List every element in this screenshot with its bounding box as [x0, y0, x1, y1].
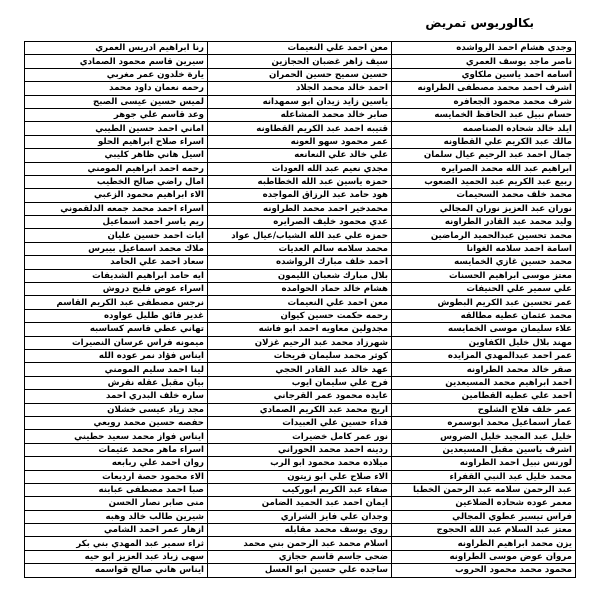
student-name-cell: الاء ابراهيم محمود الزعبي: [25, 189, 208, 202]
student-name-cell: صبا احمد مصطفى عبابنه: [25, 483, 208, 496]
student-name-cell: اسامه احمد ياسين ملكاوي: [392, 68, 576, 81]
student-name-cell: تهاني عطي قاسم كساسبه: [25, 323, 208, 336]
student-name-cell: نوران عبد العزيز نوران المجالي: [392, 202, 576, 215]
table-row: [25, 443, 576, 456]
student-name-cell: سهى زياد عبد العزيز ابو حيه: [25, 550, 208, 563]
student-name-cell: نرجس مصطفى عبد الكريم القاسم: [25, 296, 208, 309]
student-name-cell: محمد خليل عبد النبي القفراء: [392, 470, 576, 483]
student-name-cell: ساره خلف البدري احمد: [25, 390, 208, 403]
table-row: [25, 175, 576, 188]
student-name-cell: رحمه نعمان داود محمد: [25, 82, 208, 95]
table-row: [25, 162, 576, 175]
student-name-cell: علاء سليمان موسى الخمايسه: [392, 323, 576, 336]
student-name-cell: معن احمد علي النعيمات: [208, 42, 392, 55]
student-name-cell: الاء محمود حصة ارديعات: [25, 470, 208, 483]
student-name-cell: روى يوسف محمد مقابله: [208, 524, 392, 537]
student-name-cell: صابر خالد محمد المشاعله: [208, 108, 392, 121]
table-row: [25, 323, 576, 336]
student-name-cell: عمار اسماعيل محمد ابوسمره: [392, 416, 576, 429]
table-row: [25, 68, 576, 81]
student-name-cell: اماني احمد حسين الطيبي: [25, 122, 208, 135]
student-name-cell: اسراء عوض فليح دروش: [25, 283, 208, 296]
student-name-cell: مروان عوض موسى الطراونه: [392, 550, 576, 563]
student-name-cell: منى صابر نصار الحسن: [25, 497, 208, 510]
student-name-cell: عدي محمود خليف الصرايره: [208, 216, 392, 229]
student-name-cell: رنا ابراهيم ادريس العمري: [25, 42, 208, 55]
student-name-cell: مجدي نعيم عبد الله العودات: [208, 162, 392, 175]
student-name-cell: عمر تحسين عبد الكريم البطوش: [392, 296, 576, 309]
table-row: [25, 122, 576, 135]
student-name-cell: محمد تحسين عبدالحميد الرماضين: [392, 229, 576, 242]
student-name-cell: حفصه حسين محمد رويعي: [25, 416, 208, 429]
student-name-cell: علي سمير علي الحنيفات: [392, 283, 576, 296]
student-name-cell: وجدان علي فايز الشراري: [208, 510, 392, 523]
student-name-cell: ايمان احمد عبد الحميد الضامن: [208, 497, 392, 510]
table-row: [25, 390, 576, 403]
student-name-cell: ايناس فواز محمد سعيد حطيني: [25, 430, 208, 443]
student-name-cell: صفاء عبد الكريم ابوركيب: [208, 483, 392, 496]
table-row: [25, 510, 576, 523]
student-name-cell: وجدي هشام احمد الرواشده: [392, 42, 576, 55]
table-row: [25, 309, 576, 322]
students-names-table: [24, 41, 576, 578]
student-name-cell: اشرف احمد محمد مصطفى الطراونه: [392, 82, 576, 95]
student-name-cell: معمر عوده شحاده الضلاعين: [392, 497, 576, 510]
document-title: بكالوريوس تمريض: [425, 16, 534, 30]
student-name-cell: ايناس هاني صالح قواسمه: [25, 564, 208, 577]
table-row: [25, 42, 576, 55]
student-name-cell: جمال احمد عبد الرحيم عيال سلمان: [392, 149, 576, 162]
table-row: [25, 403, 576, 416]
table-row: [25, 483, 576, 496]
student-name-cell: عمر محمود سهو العونه: [208, 135, 392, 148]
table-row: [25, 216, 576, 229]
table-row: [25, 95, 576, 108]
table-row: [25, 189, 576, 202]
student-name-cell: معتز موسى ابراهيم الحسنات: [392, 269, 576, 282]
student-name-cell: هشام خالد حماد الحوامده: [208, 283, 392, 296]
student-name-cell: عهد خالد عبد القادر الحجي: [208, 363, 392, 376]
student-name-cell: وعد قاسم علي جوهر: [25, 108, 208, 121]
student-name-cell: بلال مبارك شعبان الليمون: [208, 269, 392, 282]
student-name-cell: غدير فائق طليل عواوده: [25, 309, 208, 322]
student-name-cell: اسلام محمد عبد الرحمن بني محمد: [208, 537, 392, 550]
student-name-cell: سيف زاهر غضبان الحجازين: [208, 55, 392, 68]
table-row: [25, 229, 576, 242]
table-row: [25, 564, 576, 577]
student-name-cell: مهند بلال خليل الكفاوين: [392, 336, 576, 349]
student-name-cell: محمدخير احمد محمد الطراونه: [208, 202, 392, 215]
table-row: [25, 497, 576, 510]
student-name-cell: عمر خلف فلاح الشلوح: [392, 403, 576, 416]
table-row: [25, 149, 576, 162]
student-name-cell: ابراهيم عبد الله محمد الصرايره: [392, 162, 576, 175]
student-name-cell: قتيبه احمد عبد الكريم القطاونه: [208, 122, 392, 135]
student-name-cell: نور عمر كامل خضيرات: [208, 430, 392, 443]
student-name-cell: اسامة احمد سلامه الغوانا: [392, 242, 576, 255]
student-name-cell: رحمه احمد ابراهيم المومني: [25, 162, 208, 175]
student-name-cell: عايده محمود عمر القرجاني: [208, 390, 392, 403]
table-row: [25, 202, 576, 215]
student-name-cell: ناصر ماجد يوسف العمري: [392, 55, 576, 68]
student-name-cell: يزن محمد ابراهيم الطراونه: [392, 537, 576, 550]
student-name-cell: مالك عبد الكريم علي القطاونه: [392, 135, 576, 148]
student-name-cell: رحمه حكمت حسين كيوان: [208, 309, 392, 322]
student-name-cell: امال راضي صالح الخطيب: [25, 175, 208, 188]
table-row: [25, 430, 576, 443]
student-name-cell: سعاد احمد علي الحامد: [25, 256, 208, 269]
student-name-cell: ايات احمد حسين عليان: [25, 229, 208, 242]
student-name-cell: شرف محمد محمود الجعافره: [392, 95, 576, 108]
student-name-cell: فداء حسين علي العبيدات: [208, 416, 392, 429]
student-name-cell: ضحى جاسم قاسم حجازي: [208, 550, 392, 563]
student-name-cell: احمد خالد محمد الجلاد: [208, 82, 392, 95]
table-row: [25, 108, 576, 121]
table-row: [25, 416, 576, 429]
table-row: [25, 376, 576, 389]
student-name-cell: ربيع عبد الكريم عبد الحميد الصعوب: [392, 175, 576, 188]
table-row: [25, 256, 576, 269]
student-name-cell: محمد عثمان عطيه مطالقه: [392, 309, 576, 322]
student-name-cell: محمود محمد محمود الحروب: [392, 564, 576, 577]
student-name-cell: ردينه احمد محمد الحوراني: [208, 443, 392, 456]
student-name-cell: حسام نبيل عبد الحافظ الخمايسه: [392, 108, 576, 121]
student-name-cell: حسين سميح حسين الحمران: [208, 68, 392, 81]
student-name-cell: اسراء احمد محمد جمعه الدلقموني: [25, 202, 208, 215]
student-name-cell: شهرزاد محمد عبد الرحيم غزلان: [208, 336, 392, 349]
table-row: [25, 135, 576, 148]
table-row: [25, 82, 576, 95]
student-name-cell: فراس تيسير عطوي المجالي: [392, 510, 576, 523]
student-name-cell: سيرين قاسم محمود الصمادي: [25, 55, 208, 68]
student-name-cell: كوثر محمد سليمان فريحات: [208, 349, 392, 362]
student-name-cell: ساجده علي حسين ابو العسل: [208, 564, 392, 577]
student-name-cell: معتز عبد السلام عبد الله الحجوج: [392, 524, 576, 537]
student-name-cell: احمد خلف مبارك الرواشده: [208, 256, 392, 269]
table-row: [25, 283, 576, 296]
student-name-cell: اريج محمد عبد الكريم الصمادي: [208, 403, 392, 416]
table-row: [25, 550, 576, 563]
student-name-cell: ميلاده محمد محمود ابو الرب: [208, 457, 392, 470]
student-name-cell: محمد سلامه سالم العديات: [208, 242, 392, 255]
table-row: [25, 363, 576, 376]
table-body: [25, 42, 576, 578]
student-name-cell: عمر احمد عبدالمهدي المزايده: [392, 349, 576, 362]
student-name-cell: لميس حسين عيسى الصبح: [25, 95, 208, 108]
student-name-cell: ثراء سمير عبد المهدي بني بكر: [25, 537, 208, 550]
student-name-cell: محمد حسين غازي الخمايسه: [392, 256, 576, 269]
student-name-cell: يارة خلدون عمر مغربي: [25, 68, 208, 81]
student-name-cell: خليل عبد المجيد خليل الضروس: [392, 430, 576, 443]
student-name-cell: فرح علي سليمان ايوب: [208, 376, 392, 389]
table-row: [25, 537, 576, 550]
student-name-cell: بيان مقبل عقله نقرش: [25, 376, 208, 389]
student-name-cell: مجد زياد عيسى خشلان: [25, 403, 208, 416]
student-name-cell: محمد خلف محمد السحيمات: [392, 189, 576, 202]
student-name-cell: عبد الرحمن سلامه عبد الرحمن الخطبا: [392, 483, 576, 496]
student-name-cell: حمزه علي عبد الله الشياب/عيال عواد: [208, 229, 392, 242]
student-name-cell: شيرين طالب خالد وهبه: [25, 510, 208, 523]
student-name-cell: احمد ابراهيم محمد المسيعدين: [392, 376, 576, 389]
student-name-cell: ايه حامد ابراهيم الشديفات: [25, 269, 208, 282]
student-name-cell: صقر خالد محمد الطراونه: [392, 363, 576, 376]
student-name-cell: لورنس نبيل احمد الطراونه: [392, 457, 576, 470]
table-row: [25, 269, 576, 282]
student-name-cell: ميمونه فراس عرسان النصيرات: [25, 336, 208, 349]
student-name-cell: روان احمد علي ربابعه: [25, 457, 208, 470]
student-name-cell: ازهار عمر احمد الشامي: [25, 524, 208, 537]
table-row: [25, 55, 576, 68]
table-row: [25, 524, 576, 537]
table-row: [25, 470, 576, 483]
student-name-cell: مجدولين معاويه احمد ابو فاشه: [208, 323, 392, 336]
student-name-cell: ملاك محمد اسماعيل بيبرس: [25, 242, 208, 255]
student-name-cell: لينا احمد سليم المومني: [25, 363, 208, 376]
student-name-cell: حمزه ياسين عبد الله الخطاطبه: [208, 175, 392, 188]
student-name-cell: ياسين زايد زيدان ابو سمهدانه: [208, 95, 392, 108]
student-name-cell: علي خالد علي النعانعه: [208, 149, 392, 162]
table-row: [25, 242, 576, 255]
student-name-cell: اشرف ياسين مقبل المسيعدين: [392, 443, 576, 456]
student-name-cell: اسراء ماهر محمد عثيمات: [25, 443, 208, 456]
table-row: [25, 336, 576, 349]
student-name-cell: ريم ياسر احمد اسماعيل: [25, 216, 208, 229]
student-name-cell: معن احمد علي النعيمات: [208, 296, 392, 309]
student-name-cell: هود حامد عبد الرزاق المواجده: [208, 189, 392, 202]
student-name-cell: وليد محمد عبد القادر الطراونه: [392, 216, 576, 229]
student-name-cell: ايلد خالد شحاده الصناصمه: [392, 122, 576, 135]
table-row: [25, 349, 576, 362]
student-name-cell: اسيل هاني ظاهر كليبي: [25, 149, 208, 162]
student-name-cell: اسراء صلاح ابراهيم الحلو: [25, 135, 208, 148]
student-name-cell: الاء صلاح علي ابو زيتون: [208, 470, 392, 483]
table-row: [25, 457, 576, 470]
student-name-cell: ايناس فؤاد نمر عوده الله: [25, 349, 208, 362]
table-row: [25, 296, 576, 309]
student-name-cell: احمد علي عطيه القطامين: [392, 390, 576, 403]
